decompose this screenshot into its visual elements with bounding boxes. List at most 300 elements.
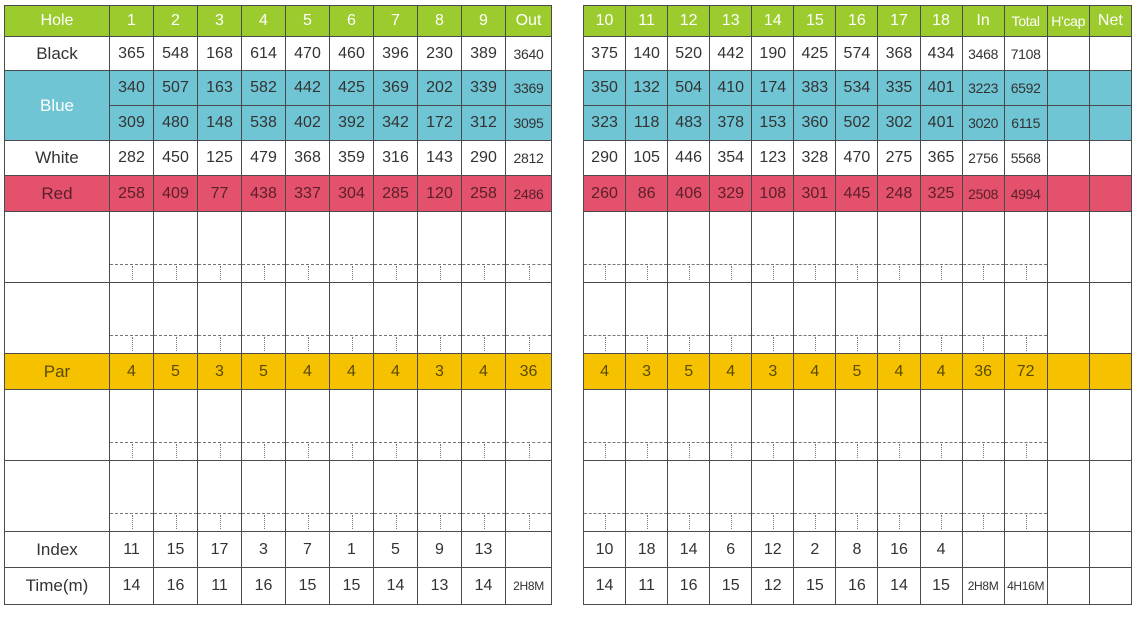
par-value: 4 — [878, 354, 920, 390]
hole-number: H'cap — [1047, 6, 1089, 37]
hole-header-row — [584, 6, 1132, 37]
time-minutes — [1089, 568, 1131, 605]
score-entry-cell[interactable] — [330, 461, 374, 532]
black-tee-distance: 375 — [584, 37, 626, 71]
par-value: 4 — [584, 354, 626, 390]
black-tee-distance: 614 — [242, 37, 286, 71]
score-entry-cell[interactable] — [794, 390, 836, 461]
score-entry-cell[interactable] — [198, 390, 242, 461]
white-tee-distance: 5568 — [1004, 141, 1047, 176]
blue-tee-distance: 342 — [374, 106, 418, 141]
score-entry-cell[interactable] — [920, 283, 962, 354]
red-tee-distance: 260 — [584, 176, 626, 212]
score-entry-cell[interactable] — [330, 390, 374, 461]
score-entry-cell[interactable] — [286, 212, 330, 283]
time-minutes: 14 — [584, 568, 626, 605]
stroke-index: 16 — [878, 532, 920, 568]
black-tee-distance: 140 — [626, 37, 668, 71]
par-value: 5 — [242, 354, 286, 390]
stroke-index — [1047, 532, 1089, 568]
white-tee-distance: 2812 — [506, 141, 552, 176]
score-entry-cell[interactable] — [418, 461, 462, 532]
red-tee-row — [5, 176, 552, 212]
score-entry-cell[interactable] — [242, 390, 286, 461]
score-entry-cell[interactable] — [506, 212, 552, 283]
red-tee-distance: 285 — [374, 176, 418, 212]
blue-tee-row-2 — [584, 106, 1132, 141]
score-entry-cell[interactable] — [962, 283, 1004, 354]
player-name-cell[interactable] — [5, 461, 110, 532]
hole-number: 15 — [794, 6, 836, 37]
stroke-index: 10 — [584, 532, 626, 568]
white-tee-distance: 450 — [154, 141, 198, 176]
blue-tee-distance: 383 — [794, 71, 836, 106]
time-minutes: 12 — [752, 568, 794, 605]
blue-tee-distance: 335 — [878, 71, 920, 106]
white-tee-distance: 316 — [374, 141, 418, 176]
score-entry-cell[interactable] — [154, 390, 198, 461]
red-tee-distance: 445 — [836, 176, 878, 212]
hole-number: Total — [1004, 6, 1047, 37]
blue-tee-distance: 425 — [330, 71, 374, 106]
score-entry-cell[interactable] — [330, 283, 374, 354]
red-tee-row — [584, 176, 1132, 212]
score-entry-cell[interactable] — [110, 390, 154, 461]
score-entry-cell[interactable] — [584, 283, 626, 354]
black-tee-distance: 7108 — [1004, 37, 1047, 71]
hole-number: 2 — [154, 6, 198, 37]
blue-tee-distance — [1089, 71, 1131, 106]
par-label: Par — [5, 354, 110, 390]
hole-number: 3 — [198, 6, 242, 37]
time-minutes: 15 — [330, 568, 374, 605]
time-minutes: 2H8M — [506, 568, 552, 605]
score-entry-cell[interactable] — [154, 283, 198, 354]
time-minutes: 15 — [710, 568, 752, 605]
hole-number: Net — [1089, 6, 1131, 37]
par-value — [1047, 354, 1089, 390]
player-score-row — [584, 212, 1132, 283]
score-entry-cell[interactable] — [1004, 283, 1047, 354]
player-score-row — [5, 461, 552, 532]
par-value: 4 — [462, 354, 506, 390]
hole-number: 10 — [584, 6, 626, 37]
black-tee-distance: 230 — [418, 37, 462, 71]
blue-tee-distance: 502 — [836, 106, 878, 141]
par-row — [5, 354, 552, 390]
stroke-index — [1089, 532, 1131, 568]
blue-tee-distance: 442 — [286, 71, 330, 106]
par-value: 3 — [752, 354, 794, 390]
score-entry-cell[interactable] — [878, 212, 920, 283]
player-name-cell[interactable] — [5, 212, 110, 283]
blue-tee-distance: 402 — [286, 106, 330, 141]
score-entry-cell[interactable] — [1004, 390, 1047, 461]
red-tee-distance: 248 — [878, 176, 920, 212]
stroke-index: 13 — [462, 532, 506, 568]
red-tee-distance: 77 — [198, 176, 242, 212]
stroke-index: 7 — [286, 532, 330, 568]
time-minutes: 16 — [668, 568, 710, 605]
score-entry-cell[interactable] — [668, 461, 710, 532]
blue-tee-distance: 507 — [154, 71, 198, 106]
blue-tee-distance: 3095 — [506, 106, 552, 141]
score-entry-cell[interactable] — [374, 212, 418, 283]
score-entry-cell[interactable] — [962, 461, 1004, 532]
score-entry-cell[interactable] — [710, 461, 752, 532]
score-entry-cell[interactable] — [962, 212, 1004, 283]
score-entry-cell[interactable] — [836, 390, 878, 461]
score-entry-cell[interactable] — [286, 283, 330, 354]
score-entry-cell[interactable] — [626, 390, 668, 461]
player-name-cell[interactable] — [5, 390, 110, 461]
stroke-index: 3 — [242, 532, 286, 568]
time-minutes: 16 — [242, 568, 286, 605]
blue-tee-distance — [1089, 106, 1131, 141]
black-tee-row — [5, 37, 552, 71]
hole-label: Hole — [5, 6, 110, 37]
red-tee-distance: 108 — [752, 176, 794, 212]
black-tee-distance: 425 — [794, 37, 836, 71]
blue-tee-distance: 534 — [836, 71, 878, 106]
player-score-row — [5, 212, 552, 283]
blue-tee-distance: 6115 — [1004, 106, 1047, 141]
time-label: Time(m) — [5, 568, 110, 605]
time-minutes: 16 — [154, 568, 198, 605]
par-value: 36 — [962, 354, 1004, 390]
red-tee-distance: 304 — [330, 176, 374, 212]
red-tee-distance: 258 — [110, 176, 154, 212]
score-entry-cell[interactable] — [286, 461, 330, 532]
red-tee-distance: 86 — [626, 176, 668, 212]
par-value: 3 — [418, 354, 462, 390]
blue-tee-distance: 3223 — [962, 71, 1004, 106]
net-entry-cell[interactable] — [1089, 283, 1131, 354]
score-entry-cell[interactable] — [920, 390, 962, 461]
black-tee-distance: 3468 — [962, 37, 1004, 71]
score-entry-cell[interactable] — [920, 212, 962, 283]
hole-header-row — [5, 6, 552, 37]
score-entry-cell[interactable] — [286, 390, 330, 461]
score-entry-cell[interactable] — [794, 283, 836, 354]
blue-tee-distance: 378 — [710, 106, 752, 141]
score-entry-cell[interactable] — [110, 283, 154, 354]
par-row — [584, 354, 1132, 390]
blue-tee-distance: 202 — [418, 71, 462, 106]
stroke-index — [1004, 532, 1047, 568]
score-entry-cell[interactable] — [836, 461, 878, 532]
hole-number: Out — [506, 6, 552, 37]
white-tee-distance: 2756 — [962, 141, 1004, 176]
player-score-row — [584, 283, 1132, 354]
stroke-index: 5 — [374, 532, 418, 568]
score-entry-cell[interactable] — [110, 461, 154, 532]
hole-number: 1 — [110, 6, 154, 37]
score-entry-cell[interactable] — [330, 212, 374, 283]
score-entry-cell[interactable] — [878, 283, 920, 354]
handicap-entry-cell[interactable] — [1047, 390, 1089, 461]
front-nine-table — [4, 5, 552, 605]
score-entry-cell[interactable] — [374, 461, 418, 532]
stroke-index: 9 — [418, 532, 462, 568]
blue-tee-distance: 323 — [584, 106, 626, 141]
par-value: 36 — [506, 354, 552, 390]
blue-tee-distance: 339 — [462, 71, 506, 106]
blue-tee-distance — [1047, 71, 1089, 106]
blue-tee-distance: 3020 — [962, 106, 1004, 141]
hole-number: 12 — [668, 6, 710, 37]
time-minutes: 14 — [110, 568, 154, 605]
hole-number: 6 — [330, 6, 374, 37]
score-entry-cell[interactable] — [836, 283, 878, 354]
blue-tee-distance: 480 — [154, 106, 198, 141]
score-entry-cell[interactable] — [626, 212, 668, 283]
red-tee-distance: 4994 — [1004, 176, 1047, 212]
white-tee-distance: 479 — [242, 141, 286, 176]
score-entry-cell[interactable] — [462, 212, 506, 283]
red-tee-distance — [1047, 176, 1089, 212]
score-entry-cell[interactable] — [374, 283, 418, 354]
score-entry-cell[interactable] — [506, 461, 552, 532]
handicap-entry-cell[interactable] — [1047, 212, 1089, 283]
time-row — [584, 568, 1132, 605]
blue-tee-distance: 504 — [668, 71, 710, 106]
score-entry-cell[interactable] — [878, 390, 920, 461]
time-minutes: 16 — [836, 568, 878, 605]
score-entry-cell[interactable] — [198, 212, 242, 283]
score-entry-cell[interactable] — [878, 461, 920, 532]
score-entry-cell[interactable] — [1004, 212, 1047, 283]
index-row — [5, 532, 552, 568]
white-tee-distance: 143 — [418, 141, 462, 176]
par-value: 4 — [330, 354, 374, 390]
par-value: 4 — [710, 354, 752, 390]
stroke-index — [962, 532, 1004, 568]
back-nine-table — [583, 5, 1132, 605]
stroke-index: 15 — [154, 532, 198, 568]
time-minutes: 15 — [794, 568, 836, 605]
stroke-index: 8 — [836, 532, 878, 568]
score-entry-cell[interactable] — [154, 212, 198, 283]
score-entry-cell[interactable] — [462, 283, 506, 354]
white-tee-distance: 470 — [836, 141, 878, 176]
white-tee-distance: 123 — [752, 141, 794, 176]
black-tee-distance: 396 — [374, 37, 418, 71]
player-score-row — [5, 283, 552, 354]
time-minutes: 15 — [920, 568, 962, 605]
black-tee-distance: 442 — [710, 37, 752, 71]
blue-tee-distance: 153 — [752, 106, 794, 141]
blue-tee-distance: 401 — [920, 106, 962, 141]
blue-tee-distance: 360 — [794, 106, 836, 141]
white-tee-distance: 368 — [286, 141, 330, 176]
black-tee-distance — [1047, 37, 1089, 71]
score-entry-cell[interactable] — [710, 390, 752, 461]
handicap-entry-cell[interactable] — [1047, 283, 1089, 354]
hole-number: 7 — [374, 6, 418, 37]
blue-tee-distance: 309 — [110, 106, 154, 141]
score-entry-cell[interactable] — [584, 212, 626, 283]
player-score-row — [584, 461, 1132, 532]
stroke-index: 11 — [110, 532, 154, 568]
red-tee-distance: 337 — [286, 176, 330, 212]
black-tee-distance: 470 — [286, 37, 330, 71]
blue-tee-distance: 174 — [752, 71, 794, 106]
score-entry-cell[interactable] — [794, 461, 836, 532]
score-entry-cell[interactable] — [962, 390, 1004, 461]
score-entry-cell[interactable] — [752, 212, 794, 283]
white-tee-distance: 105 — [626, 141, 668, 176]
white-tee-distance — [1089, 141, 1131, 176]
par-value: 3 — [198, 354, 242, 390]
time-minutes: 11 — [626, 568, 668, 605]
blue-tee-distance: 172 — [418, 106, 462, 141]
white-tee-distance: 354 — [710, 141, 752, 176]
black-tee-distance: 365 — [110, 37, 154, 71]
score-entry-cell[interactable] — [920, 461, 962, 532]
blue-tee-distance: 538 — [242, 106, 286, 141]
stroke-index: 4 — [920, 532, 962, 568]
score-entry-cell[interactable] — [752, 390, 794, 461]
hole-number: In — [962, 6, 1004, 37]
white-tee-distance: 446 — [668, 141, 710, 176]
time-minutes: 2H8M — [962, 568, 1004, 605]
player-name-cell[interactable] — [5, 283, 110, 354]
net-entry-cell[interactable] — [1089, 461, 1131, 532]
score-entry-cell[interactable] — [752, 283, 794, 354]
score-entry-cell[interactable] — [710, 212, 752, 283]
red-tee-distance: 325 — [920, 176, 962, 212]
score-entry-cell[interactable] — [668, 390, 710, 461]
net-entry-cell[interactable] — [1089, 390, 1131, 461]
time-minutes: 14 — [462, 568, 506, 605]
player-score-row — [5, 390, 552, 461]
par-value — [1089, 354, 1131, 390]
score-entry-cell[interactable] — [374, 390, 418, 461]
score-entry-cell[interactable] — [242, 212, 286, 283]
hole-number: 5 — [286, 6, 330, 37]
red-tee-distance: 258 — [462, 176, 506, 212]
score-entry-cell[interactable] — [242, 283, 286, 354]
black-tee-label: Black — [5, 37, 110, 71]
score-entry-cell[interactable] — [198, 461, 242, 532]
score-entry-cell[interactable] — [462, 390, 506, 461]
blue-tee-row-1 — [584, 71, 1132, 106]
red-tee-label: Red — [5, 176, 110, 212]
red-tee-distance: 438 — [242, 176, 286, 212]
par-value: 4 — [374, 354, 418, 390]
score-entry-cell[interactable] — [418, 390, 462, 461]
index-label: Index — [5, 532, 110, 568]
score-entry-cell[interactable] — [794, 212, 836, 283]
score-entry-cell[interactable] — [668, 283, 710, 354]
white-tee-distance — [1047, 141, 1089, 176]
red-tee-distance: 406 — [668, 176, 710, 212]
score-entry-cell[interactable] — [626, 461, 668, 532]
net-entry-cell[interactable] — [1089, 212, 1131, 283]
score-entry-cell[interactable] — [506, 283, 552, 354]
blue-tee-distance: 118 — [626, 106, 668, 141]
score-entry-cell[interactable] — [668, 212, 710, 283]
blue-tee-distance: 392 — [330, 106, 374, 141]
white-tee-distance: 328 — [794, 141, 836, 176]
blue-tee-distance: 350 — [584, 71, 626, 106]
score-entry-cell[interactable] — [584, 390, 626, 461]
hole-number: 13 — [710, 6, 752, 37]
score-entry-cell[interactable] — [506, 390, 552, 461]
red-tee-distance: 301 — [794, 176, 836, 212]
blue-tee-distance: 312 — [462, 106, 506, 141]
blue-tee-label: Blue — [5, 71, 110, 141]
par-value: 5 — [154, 354, 198, 390]
black-tee-distance: 574 — [836, 37, 878, 71]
time-row — [5, 568, 552, 605]
score-entry-cell[interactable] — [418, 283, 462, 354]
red-tee-distance: 2486 — [506, 176, 552, 212]
white-tee-label: White — [5, 141, 110, 176]
stroke-index: 12 — [752, 532, 794, 568]
stroke-index: 14 — [668, 532, 710, 568]
score-entry-cell[interactable] — [584, 461, 626, 532]
white-tee-distance: 125 — [198, 141, 242, 176]
white-tee-row — [584, 141, 1132, 176]
score-entry-cell[interactable] — [110, 212, 154, 283]
hole-number: 11 — [626, 6, 668, 37]
score-entry-cell[interactable] — [418, 212, 462, 283]
black-tee-distance: 434 — [920, 37, 962, 71]
blue-tee-distance: 148 — [198, 106, 242, 141]
score-entry-cell[interactable] — [154, 461, 198, 532]
hole-number: 16 — [836, 6, 878, 37]
black-tee-distance: 548 — [154, 37, 198, 71]
blue-tee-distance: 132 — [626, 71, 668, 106]
blue-tee-distance: 369 — [374, 71, 418, 106]
hole-number: 8 — [418, 6, 462, 37]
par-value: 72 — [1004, 354, 1047, 390]
white-tee-distance: 282 — [110, 141, 154, 176]
hole-number: 17 — [878, 6, 920, 37]
score-entry-cell[interactable] — [462, 461, 506, 532]
score-entry-cell[interactable] — [710, 283, 752, 354]
handicap-entry-cell[interactable] — [1047, 461, 1089, 532]
hole-number: 14 — [752, 6, 794, 37]
score-entry-cell[interactable] — [1004, 461, 1047, 532]
black-tee-distance: 3640 — [506, 37, 552, 71]
score-entry-cell[interactable] — [198, 283, 242, 354]
white-tee-distance: 275 — [878, 141, 920, 176]
blue-tee-distance: 163 — [198, 71, 242, 106]
blue-tee-distance: 6592 — [1004, 71, 1047, 106]
score-entry-cell[interactable] — [836, 212, 878, 283]
stroke-index: 17 — [198, 532, 242, 568]
red-tee-distance — [1089, 176, 1131, 212]
score-entry-cell[interactable] — [242, 461, 286, 532]
red-tee-distance: 329 — [710, 176, 752, 212]
black-tee-distance: 520 — [668, 37, 710, 71]
blue-tee-distance: 410 — [710, 71, 752, 106]
par-value: 4 — [794, 354, 836, 390]
stroke-index: 18 — [626, 532, 668, 568]
blue-tee-distance: 401 — [920, 71, 962, 106]
time-minutes: 14 — [374, 568, 418, 605]
score-entry-cell[interactable] — [626, 283, 668, 354]
par-value: 4 — [920, 354, 962, 390]
score-entry-cell[interactable] — [752, 461, 794, 532]
time-minutes — [1047, 568, 1089, 605]
time-minutes: 13 — [418, 568, 462, 605]
par-value: 5 — [668, 354, 710, 390]
time-minutes: 11 — [198, 568, 242, 605]
